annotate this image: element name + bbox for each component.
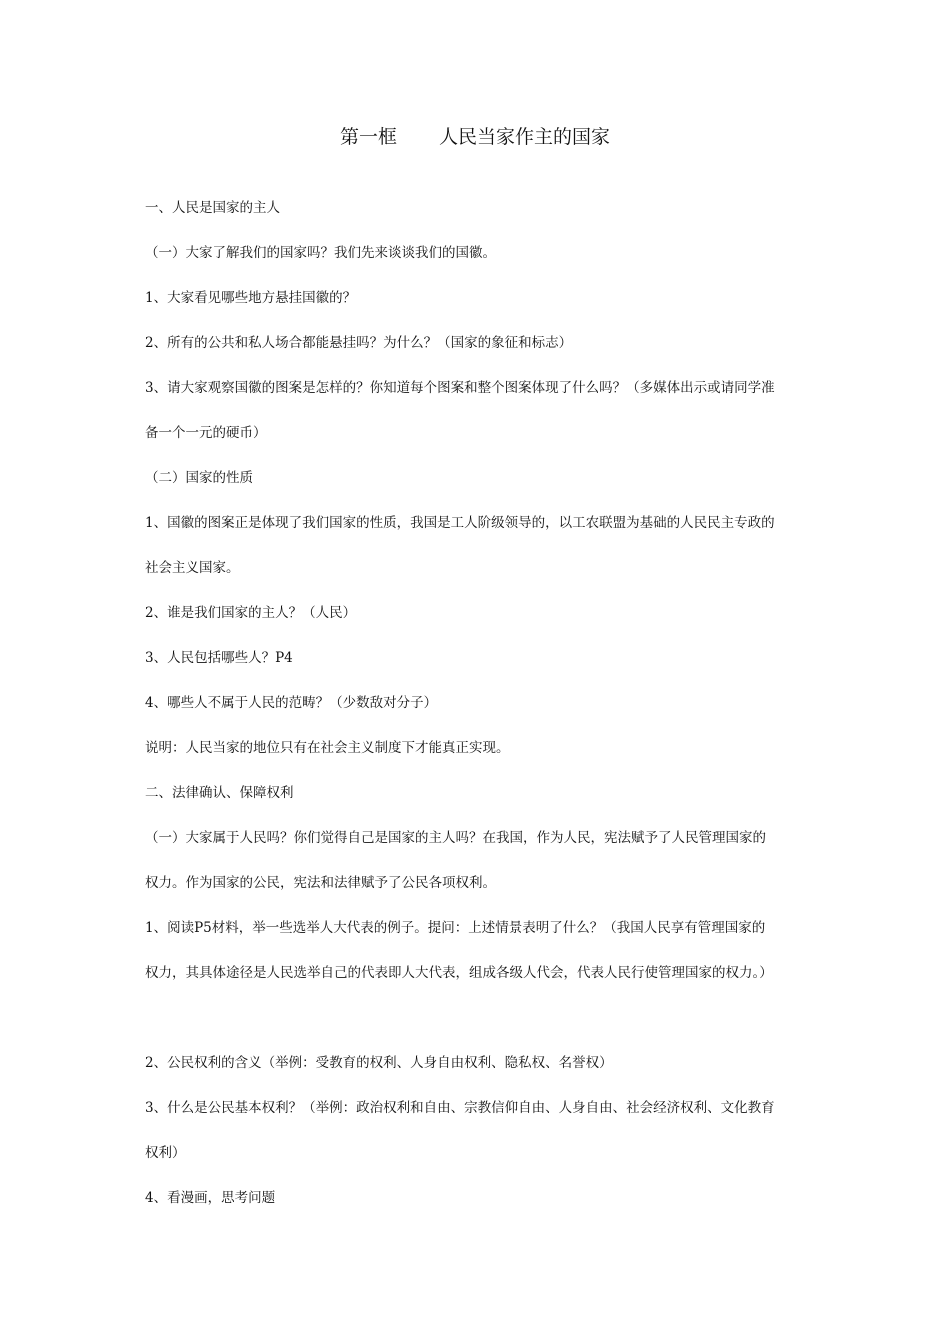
paragraph-line: 权力，其具体途径是人民选举自己的代表即人大代表，组成各级人代会，代表人民行使管理国家的权力。） [145, 965, 773, 981]
page-title [0, 124, 950, 150]
title-frame-label: 第一框 [339, 126, 397, 148]
paragraph-line: 4、哪些人不属于人民的范畴？（少数敌对分子） [145, 695, 438, 711]
paragraph-line: 1、国徽的图案正是体现了我们国家的性质，我国是工人阶级领导的，以工农联盟为基础的人民民主专政的 [145, 515, 775, 531]
paragraph-line: 2、公民权利的含义（举例：受教育的权利、人身自由权利、隐私权、名誉权） [145, 1055, 613, 1071]
heading-section-1: 一、人民是国家的主人 [145, 200, 280, 216]
paragraph-line: 4、看漫画，思考问题 [145, 1190, 276, 1206]
paragraph-line: （二）国家的性质 [145, 470, 253, 486]
paragraph-line: （一）大家了解我们的国家吗？我们先来谈谈我们的国徽。 [145, 245, 496, 261]
paragraph-line: 备一个一元的硬币） [145, 425, 267, 441]
title-lesson-name: 人民当家作主的国家 [439, 126, 611, 148]
paragraph-line: 3、人民包括哪些人？P4 [145, 650, 293, 666]
paragraph-line: （一）大家属于人民吗？你们觉得自己是国家的主人吗？在我国，作为人民，宪法赋予了人民管理国家的 [145, 830, 766, 846]
paragraph-line: 3、请大家观察国徽的图案是怎样的？你知道每个图案和整个图案体现了什么吗？（多媒体出示或请同学准 [145, 380, 775, 396]
paragraph-line: 1、大家看见哪些地方悬挂国徽的？ [145, 290, 357, 306]
paragraph-line: 3、什么是公民基本权利？（举例：政治权利和自由、宗教信仰自由、人身自由、社会经济权利、文化教育 [145, 1100, 775, 1116]
paragraph-line: 2、所有的公共和私人场合都能悬挂吗？为什么？（国家的象征和标志） [145, 335, 573, 351]
paragraph-line: 权利） [145, 1145, 186, 1161]
paragraph-line: 2、谁是我们国家的主人？（人民） [145, 605, 357, 621]
document-body [145, 196, 815, 1231]
heading-section-2: 二、法律确认、保障权利 [145, 785, 294, 801]
blank-line [145, 1006, 815, 1051]
paragraph-line: 权力。作为国家的公民，宪法和法律赋予了公民各项权利。 [145, 875, 496, 891]
paragraph-line: 1、阅读P5材料，举一些选举人大代表的例子。提问：上述情景表明了什么？（我国人民享有管理国家的 [145, 920, 766, 936]
paragraph-line: 说明：人民当家的地位只有在社会主义制度下才能真正实现。 [145, 740, 510, 756]
paragraph-line: 社会主义国家。 [145, 560, 240, 576]
